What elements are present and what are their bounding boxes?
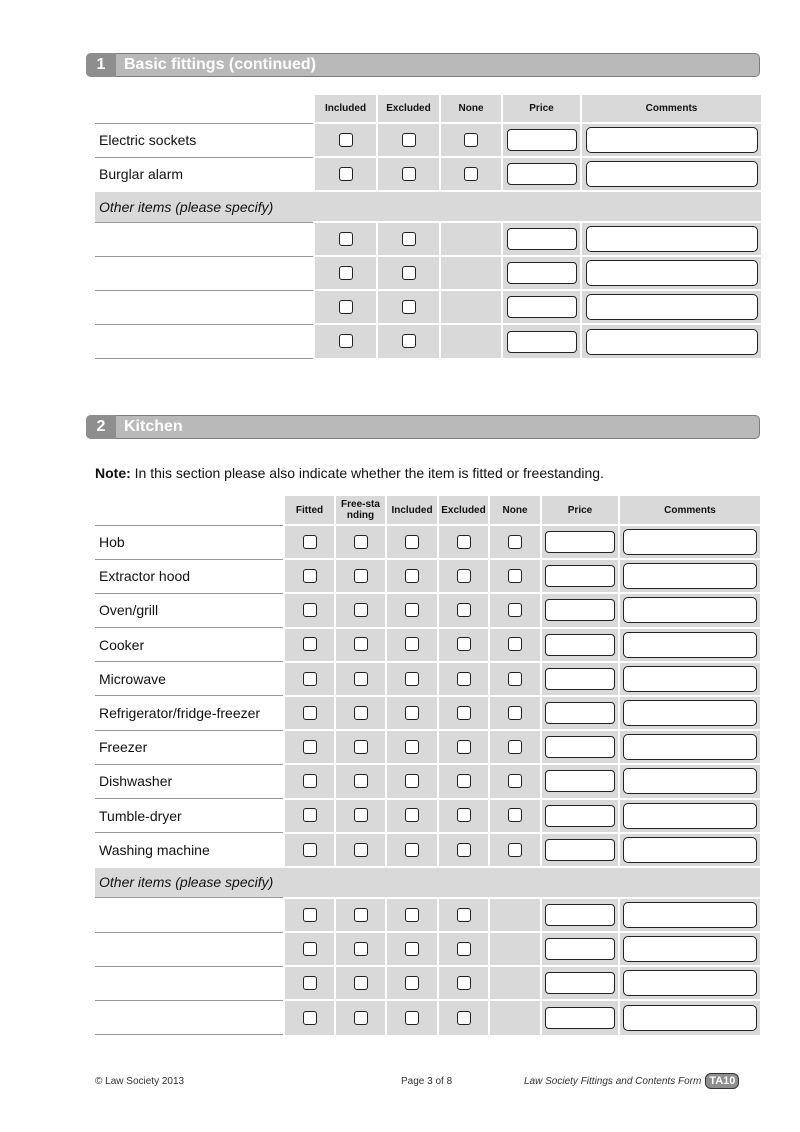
excluded-checkbox[interactable] [457,706,471,720]
price-field[interactable] [545,565,615,587]
excluded-checkbox[interactable] [457,535,471,549]
other-item-name-field[interactable] [95,324,314,358]
item-label: Washing machine [95,833,284,867]
other-item-name-field[interactable] [95,222,314,256]
fitted-checkbox[interactable] [303,672,317,686]
table-row [95,764,760,798]
item-label: Extractor hood [95,559,284,593]
excluded-checkbox[interactable] [457,569,471,583]
comments-field[interactable] [586,329,758,355]
table-row [95,256,761,290]
free-standing-checkbox[interactable] [354,1011,368,1025]
free-standing-checkbox[interactable] [354,740,368,754]
footer-page-number: Page 3 of 8 [401,1076,453,1087]
comments-field[interactable] [623,768,757,794]
price-field[interactable] [545,1007,615,1029]
price-field[interactable] [507,262,577,284]
fitted-checkbox[interactable] [303,603,317,617]
included-checkbox[interactable] [405,942,419,956]
form-code-badge: TA10 [705,1073,739,1089]
table-row [95,324,761,358]
item-label: Freezer [95,730,284,764]
comments-field[interactable] [623,666,757,692]
comments-field[interactable] [623,803,757,829]
excluded-checkbox[interactable] [402,266,416,280]
free-standing-checkbox[interactable] [354,569,368,583]
free-standing-checkbox[interactable] [354,706,368,720]
table-row [95,730,760,764]
none-checkbox[interactable] [508,808,522,822]
other-item-name-field[interactable] [95,256,314,290]
comments-field[interactable] [623,1005,757,1031]
comments-field[interactable] [623,632,757,658]
price-field[interactable] [545,904,615,926]
excluded-checkbox[interactable] [457,740,471,754]
none-checkbox[interactable] [508,843,522,857]
table-row [95,525,760,559]
footer-form-name: Law Society Fittings and Contents Form TA10 [524,1073,739,1089]
included-checkbox[interactable] [405,603,419,617]
basic-fittings-table [95,95,761,359]
table-row [95,799,760,833]
price-field[interactable] [545,972,615,994]
table-row [95,696,760,730]
free-standing-checkbox[interactable] [354,942,368,956]
price-field[interactable] [545,531,615,553]
excluded-checkbox[interactable] [457,637,471,651]
free-standing-checkbox[interactable] [354,637,368,651]
included-checkbox[interactable] [339,266,353,280]
price-field[interactable] [545,938,615,960]
price-field[interactable] [507,296,577,318]
price-field[interactable] [507,331,577,353]
item-label: Refrigerator/fridge-freezer [95,696,284,730]
free-standing-checkbox[interactable] [354,908,368,922]
excluded-checkbox[interactable] [402,167,416,181]
price-field[interactable] [545,634,615,656]
included-checkbox[interactable] [405,535,419,549]
other-item-name-field[interactable] [95,290,314,324]
section-1-header [86,53,760,77]
other-item-name-field[interactable] [95,932,284,966]
none-checkbox[interactable] [508,603,522,617]
included-checkbox[interactable] [405,774,419,788]
column-header-included: Included [386,496,438,525]
comments-field[interactable] [623,970,757,996]
price-field[interactable] [545,805,615,827]
fitted-checkbox[interactable] [303,569,317,583]
excluded-checkbox[interactable] [457,672,471,686]
price-field[interactable] [545,668,615,690]
excluded-checkbox[interactable] [457,976,471,990]
table-row [95,593,760,627]
price-field[interactable] [545,839,615,861]
comments-field[interactable] [586,260,758,286]
none-checkbox[interactable] [508,569,522,583]
included-checkbox[interactable] [405,569,419,583]
excluded-checkbox[interactable] [402,133,416,147]
footer-copyright: © Law Society 2013 [95,1076,185,1087]
other-item-name-field[interactable] [95,898,284,932]
fitted-checkbox[interactable] [303,942,317,956]
comments-field[interactable] [623,597,757,623]
fitted-checkbox[interactable] [303,908,317,922]
fitted-checkbox[interactable] [303,706,317,720]
fitted-checkbox[interactable] [303,843,317,857]
comments-field[interactable] [623,563,757,589]
comments-field[interactable] [623,529,757,555]
none-checkbox[interactable] [464,133,478,147]
included-checkbox[interactable] [405,672,419,686]
excluded-checkbox[interactable] [457,808,471,822]
section-title: Basic fittings (continued) [124,56,316,73]
excluded-checkbox[interactable] [457,774,471,788]
table-row [95,932,760,966]
item-label: Hob [95,525,284,559]
free-standing-checkbox[interactable] [354,603,368,617]
table-row [95,123,761,157]
column-header-fitted: Fitted [284,496,335,525]
included-checkbox[interactable] [405,908,419,922]
included-checkbox[interactable] [405,740,419,754]
column-header-comments: Comments [581,95,761,123]
column-header-price: Price [502,95,581,123]
section-2-header [86,415,760,439]
included-checkbox[interactable] [339,300,353,314]
fitted-checkbox[interactable] [303,1011,317,1025]
table-row [95,1000,760,1034]
section-title: Kitchen [124,418,183,435]
included-checkbox[interactable] [405,976,419,990]
price-field[interactable] [507,228,577,250]
price-field[interactable] [545,770,615,792]
column-header-included: Included [314,95,377,123]
fitted-checkbox[interactable] [303,808,317,822]
fitted-checkbox[interactable] [303,976,317,990]
column-header-none: None [489,496,541,525]
none-checkbox[interactable] [464,167,478,181]
fitted-checkbox[interactable] [303,535,317,549]
excluded-checkbox[interactable] [402,300,416,314]
comments-field[interactable] [623,902,757,928]
fitted-checkbox[interactable] [303,774,317,788]
column-header-excluded: Excluded [377,95,440,123]
included-checkbox[interactable] [405,808,419,822]
other-items-label: Other items (please specify) [95,191,761,222]
section-number: 2 [86,415,116,439]
comments-field[interactable] [586,161,758,187]
free-standing-checkbox[interactable] [354,774,368,788]
excluded-checkbox[interactable] [457,603,471,617]
comments-field[interactable] [586,294,758,320]
none-checkbox[interactable] [508,637,522,651]
excluded-checkbox[interactable] [457,843,471,857]
comments-field[interactable] [623,936,757,962]
comments-field[interactable] [586,127,758,153]
table-row [95,222,761,256]
item-label: Tumble-dryer [95,799,284,833]
other-item-name-field[interactable] [95,1000,284,1034]
none-checkbox[interactable] [508,706,522,720]
free-standing-checkbox[interactable] [354,672,368,686]
comments-field[interactable] [623,734,757,760]
comments-field[interactable] [623,700,757,726]
fitted-checkbox[interactable] [303,740,317,754]
item-label: Microwave [95,662,284,696]
excluded-checkbox[interactable] [402,232,416,246]
table-row [95,833,760,867]
free-standing-checkbox[interactable] [354,808,368,822]
column-header-none: None [440,95,502,123]
comments-field[interactable] [623,837,757,863]
section-number: 1 [86,53,116,77]
column-header-price: Price [541,496,619,525]
price-field[interactable] [545,702,615,724]
comments-field[interactable] [586,226,758,252]
excluded-checkbox[interactable] [457,942,471,956]
included-checkbox[interactable] [405,706,419,720]
free-standing-checkbox[interactable] [354,843,368,857]
included-checkbox[interactable] [339,232,353,246]
table-row [95,662,760,696]
item-label: Burglar alarm [95,157,314,191]
excluded-checkbox[interactable] [402,334,416,348]
item-label: Oven/grill [95,593,284,627]
table-row [95,966,760,1000]
none-checkbox[interactable] [508,774,522,788]
kitchen-table [95,496,760,1035]
included-checkbox[interactable] [405,843,419,857]
item-label: Dishwasher [95,764,284,798]
column-header-excluded: Excluded [438,496,489,525]
price-field[interactable] [545,736,615,758]
price-field[interactable] [545,599,615,621]
included-checkbox[interactable] [339,133,353,147]
price-field[interactable] [507,163,577,185]
fitted-checkbox[interactable] [303,637,317,651]
table-row [95,628,760,662]
included-checkbox[interactable] [405,637,419,651]
section-note: Note: In this section please also indicate whether the item is fitted or freestanding. [95,465,604,481]
column-header-comments: Comments [619,496,760,525]
none-checkbox[interactable] [508,740,522,754]
excluded-checkbox[interactable] [457,1011,471,1025]
other-items-label: Other items (please specify) [95,867,760,898]
none-checkbox[interactable] [508,672,522,686]
table-row [95,157,761,191]
included-checkbox[interactable] [339,167,353,181]
other-item-name-field[interactable] [95,966,284,1000]
item-label: Cooker [95,628,284,662]
excluded-checkbox[interactable] [457,908,471,922]
item-label: Electric sockets [95,123,314,157]
column-header-free-standing: Free-standing [335,496,386,525]
included-checkbox[interactable] [405,1011,419,1025]
table-row [95,559,760,593]
free-standing-checkbox[interactable] [354,535,368,549]
free-standing-checkbox[interactable] [354,976,368,990]
none-checkbox[interactable] [508,535,522,549]
table-row [95,290,761,324]
price-field[interactable] [507,129,577,151]
table-row [95,898,760,932]
included-checkbox[interactable] [339,334,353,348]
